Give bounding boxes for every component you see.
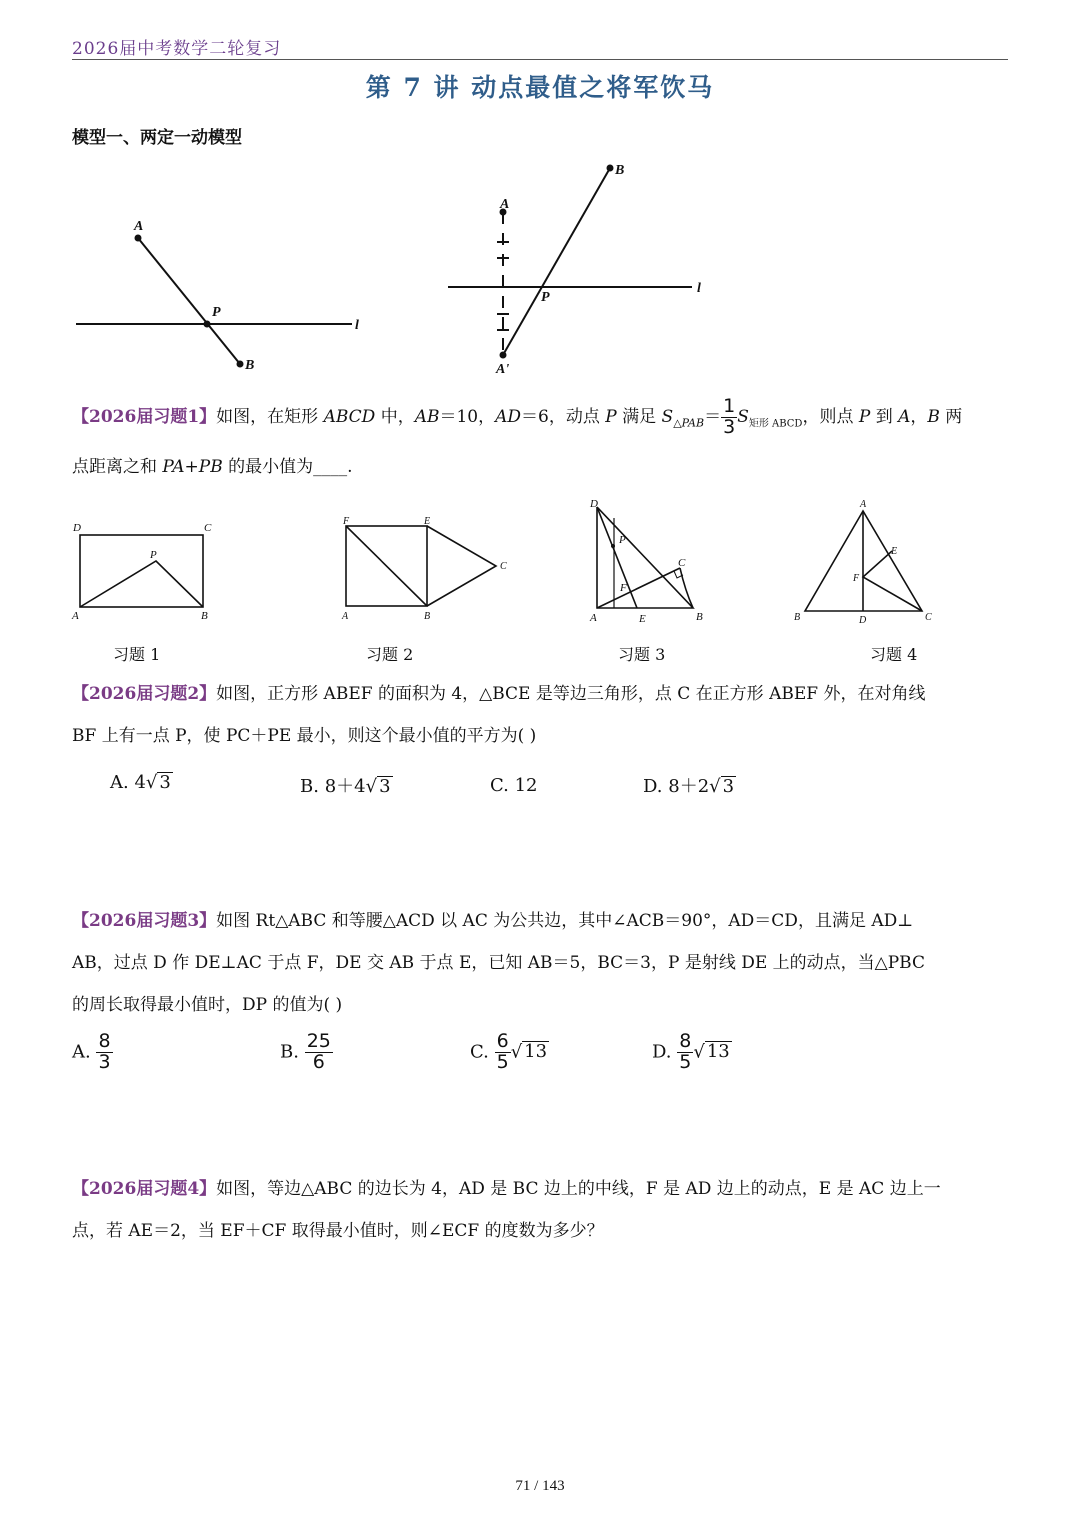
label-p-right: P: [541, 290, 550, 305]
svg-text:C: C: [500, 561, 507, 572]
svg-text:B: B: [696, 611, 703, 623]
segment-a-prime-b: [503, 168, 610, 355]
q3-option-c[interactable]: C. $\frac{6}{5}$ √ 13: [470, 1030, 548, 1073]
q2-option-d[interactable]: D. 8＋2√ 3: [643, 776, 735, 797]
svg-text:F: F: [343, 516, 350, 527]
q3-option-d[interactable]: D. $\frac{8}{5}$ √ 13: [652, 1030, 730, 1073]
q1-fraction: $\frac{1}{3}$: [723, 395, 736, 438]
svg-text:B: B: [201, 610, 208, 622]
figure-q2: [341, 516, 507, 622]
label-b-right: B: [615, 163, 625, 178]
svg-text:F: F: [853, 573, 860, 584]
document-header: 2026届中考数学二轮复习: [72, 39, 282, 59]
point-a: [135, 235, 142, 242]
q3-option-a[interactable]: A. $\frac{8}{3}$: [72, 1030, 111, 1073]
label-a-right: A: [500, 197, 510, 212]
svg-text:A: A: [590, 612, 597, 624]
q1-line2: 点距离之和 PA+PB 的最小值为____.: [72, 457, 353, 477]
q1-line1: 【2026届习题1】如图，在矩形 ABCD 中，AB＝10，AD＝6，动点 P 满足 $S_{\triangle PAB}=$ $\frac{1}{3}$ $S_{矩形 ABCD}$，则点 P 到 A，B 两: [72, 395, 963, 438]
point-p: [204, 321, 211, 328]
q3-tag: 【2026届习题3】: [72, 911, 217, 931]
q2-line2: BF 上有一点 P，使 PC＋PE 最小，则这个最小值的平方为( ): [72, 726, 537, 746]
q1-tag: 【2026届习题1】: [72, 407, 217, 427]
model-heading: 模型一、两定一动模型: [72, 128, 242, 148]
header-divider: [72, 59, 1008, 60]
q4-tag: 【2026届习题4】: [72, 1179, 217, 1199]
svg-text:E: E: [639, 613, 646, 625]
svg-text:C: C: [925, 612, 932, 623]
figure-q4: [794, 499, 932, 626]
q3-option-b[interactable]: B. $\frac{25}{6}$: [280, 1030, 331, 1073]
exercise-figures: [0, 490, 1080, 640]
q2-option-c[interactable]: C. 12: [490, 775, 538, 796]
svg-text:C: C: [204, 522, 212, 534]
figure-q1: [71, 522, 212, 622]
svg-text:A: A: [342, 611, 349, 622]
svg-text:F: F: [620, 582, 627, 594]
q4-line2: 点，若 AE＝2，当 EF＋CF 取得最小值时，则∠ECF 的度数为多少？: [72, 1221, 604, 1241]
svg-text:D: D: [859, 615, 867, 626]
segment-ab: [138, 238, 240, 364]
page-number: 71 / 143: [515, 1478, 565, 1494]
point-b-right: [607, 165, 614, 172]
lecture-title: 第 7 讲 动点最值之将军饮马: [365, 73, 715, 102]
label-l-right: l: [697, 281, 701, 296]
figure-q3: [589, 498, 703, 625]
label-l: l: [355, 318, 359, 333]
model-figure-left: [76, 219, 359, 373]
model-figure-right: [448, 163, 701, 377]
caption-q3: 习题 3: [618, 645, 666, 664]
q3-line3: 的周长取得最小值时，DP 的值为( ): [72, 995, 343, 1015]
svg-text:E: E: [424, 516, 431, 527]
svg-text:D: D: [73, 522, 81, 534]
label-b: B: [245, 358, 255, 373]
model-figures: [0, 150, 1080, 390]
svg-text:P: P: [150, 549, 157, 561]
q3-line1: 【2026届习题3】如图 Rt△ABC 和等腰△ACD 以 AC 为公共边，其中∠ACB＝90°，AD＝CD，且满足 AD⊥: [72, 911, 914, 931]
svg-text:E: E: [891, 546, 898, 557]
svg-text:A: A: [860, 499, 867, 510]
q2-line1: 【2026届习题2】如图，正方形 ABEF 的面积为 4，△BCE 是等边三角形，点 C 在正方形 ABEF 外，在对角线: [72, 684, 926, 704]
caption-q2: 习题 2: [366, 645, 414, 664]
point-a-prime: [500, 352, 507, 359]
svg-text:P: P: [619, 534, 626, 546]
point-b: [237, 361, 244, 368]
q2-option-a[interactable]: A. 4√ 3: [110, 772, 171, 793]
q2-option-b[interactable]: B. 8＋4√ 3: [300, 776, 391, 797]
svg-text:D: D: [590, 498, 598, 510]
q2-tag: 【2026届习题2】: [72, 684, 217, 704]
svg-text:A: A: [72, 610, 79, 622]
caption-q4: 习题 4: [870, 645, 918, 664]
svg-text:C: C: [678, 557, 686, 569]
svg-text:B: B: [424, 611, 431, 622]
caption-q1: 习题 1: [113, 645, 161, 664]
svg-text:B: B: [794, 612, 801, 623]
label-p: P: [212, 305, 221, 320]
q4-line1: 【2026届习题4】如图，等边△ABC 的边长为 4，AD 是 BC 边上的中线，F 是 AD 边上的动点，E 是 AC 边上一: [72, 1179, 941, 1199]
label-a: A: [134, 219, 144, 234]
q3-line2: AB，过点 D 作 DE⊥AC 于点 F，DE 交 AB 于点 E，已知 AB＝5，BC＝3，P 是射线 DE 上的动点，当△PBC: [72, 953, 925, 973]
label-a-prime: A': [496, 362, 510, 377]
